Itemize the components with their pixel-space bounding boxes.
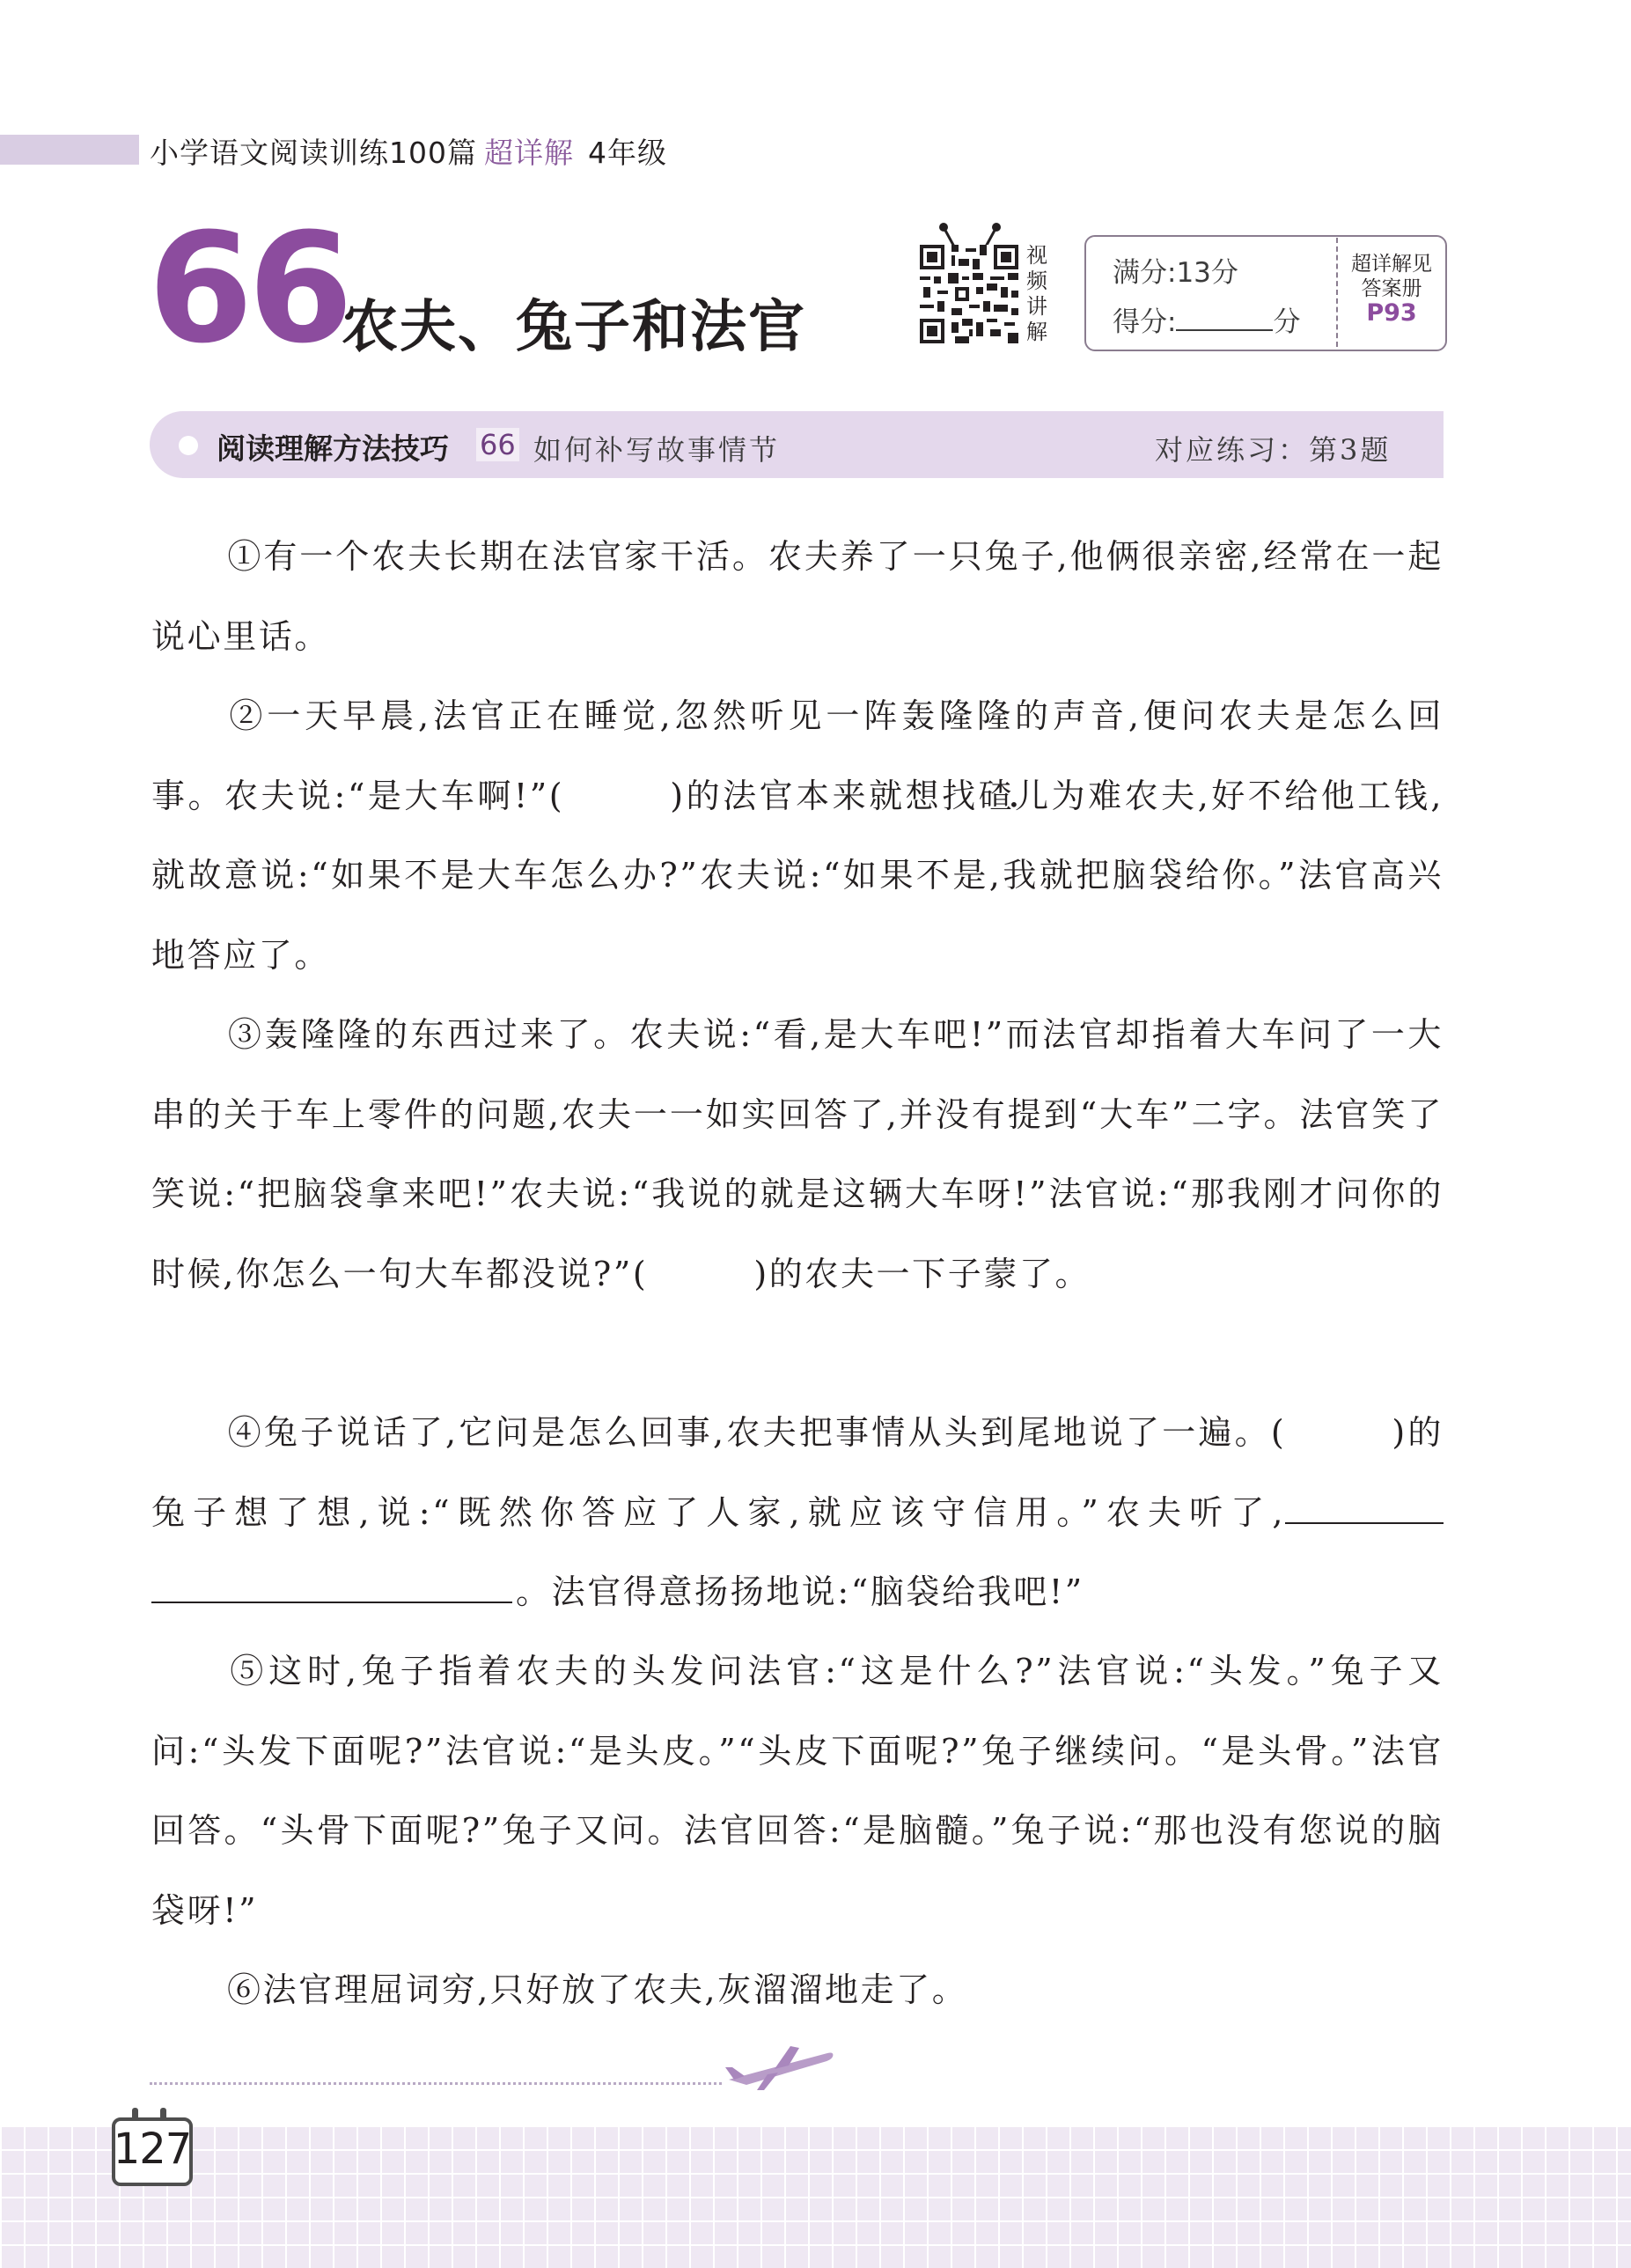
paragraph-text: ⑥法官理屈词穷,只好放了农夫,灰溜溜地走了。 [227, 1970, 968, 2009]
book-accent: 超详解 [484, 136, 574, 170]
footer-grid-band [0, 2125, 1631, 2268]
paragraph-text: 为难农夫,好不给他工钱,就故意说:“如果不是大车怎么办?”农夫说:“如果不是,我就把脑袋给你。”法官高兴地答应了。 [151, 776, 1444, 975]
tips-title: 阅读理解方法技巧 [217, 431, 449, 466]
answer-line-blank[interactable] [1285, 1496, 1444, 1524]
answer-ref-page: P93 [1366, 299, 1417, 327]
answer-line-blank-continued[interactable] [151, 1575, 512, 1603]
paragraph-text: ③轰隆隆的东西过来了。农夫说:“看,是大车吧!”而法官却指着大车问了一大串的关于车上零件的问题,农夫一一如实回答了,并没有提到“大车”二字。法官笑了笑说:“把脑袋拿来吧!”农夫说:“我说的就是这辆大车呀!”法官说:“那我刚才问你的时候,你怎么一句大车都没说?”( [151, 1015, 1444, 1293]
practice-reference: 对应练习：第3题 [1155, 433, 1392, 467]
tips-subtitle: 如何补写故事情节 [533, 433, 781, 467]
got-score-label: 得分: [1113, 306, 1177, 338]
passage-paragraph-1 [151, 517, 1444, 676]
passage-paragraph-6 [151, 1950, 1444, 2030]
qr-label-char: 视 [1026, 243, 1047, 268]
got-score-unit: 分 [1273, 306, 1301, 338]
book-header [150, 130, 667, 172]
qr-label-char: 频 [1026, 269, 1047, 293]
score-input-blank[interactable] [1176, 306, 1273, 331]
answer-ref-line2: 答案册 [1361, 277, 1422, 300]
passage-paragraph-5 [151, 1631, 1444, 1950]
paragraph-text: ②一天早晨,法官正在睡觉,忽然听见一阵轰隆隆的声音,便问农夫是怎么回事。农夫说:“是大车啊!”( [151, 696, 1444, 815]
got-score-row [1113, 299, 1300, 339]
qr-code-icon[interactable] [920, 245, 1018, 343]
qr-label [1024, 243, 1050, 345]
paragraph-text: ⑤这时,兔子指着农夫的头发问法官:“这是什么?”法官说:“头发。”兔子又问:“头发下面呢?”法官说:“是头皮。”“头皮下面呢?”兔子继续问。“是头骨。”法官回答。“头骨下面呢?”兔子又问。法官回答:“是脑髓。”兔子说:“那也没有您说的脑袋呀!” [151, 1652, 1444, 1930]
full-score: 满分:13分 [1113, 257, 1238, 289]
footer-dotted-line [150, 2082, 722, 2085]
lesson-number: 66 [148, 200, 349, 377]
book-series: 小学语文阅读训练100篇 [150, 136, 477, 170]
passage-paragraph-3 [151, 995, 1444, 1314]
passage-paragraph-2 [151, 676, 1444, 995]
paragraph-text: )的农夫一下子蒙了。 [753, 1254, 1091, 1293]
bullet-dot-icon [179, 436, 198, 455]
paragraph-text: ④兔子说话了,它问是怎么回事,农夫把事情从头到尾地说了一遍。( [227, 1413, 1287, 1452]
qr-label-char: 解 [1026, 320, 1047, 344]
emphasized-word [979, 777, 1052, 815]
paragraph-text: ①有一个农夫长期在法官家干活。农夫养了一只兔子,他俩很亲密,经常在一起说心里话。 [151, 537, 1444, 656]
passage-paragraph-4 [151, 1393, 1444, 1632]
airplane-icon [722, 2041, 836, 2094]
paragraph-text: 。法官得意扬扬地说:“脑袋给我吧!” [516, 1572, 1084, 1611]
paragraph-text: )的法官本来就想找 [670, 776, 979, 815]
answer-ref-line1: 超详解见 [1351, 253, 1432, 276]
page-number: 127 [113, 2124, 192, 2174]
book-grade: 4年级 [588, 136, 667, 170]
header-color-bar [0, 135, 139, 165]
answer-reference [1338, 252, 1445, 326]
lesson-title: 农夫、兔子和法官 [342, 295, 806, 360]
paragraph-text: )的兔子想了想,说:“既然你答应了人家,就应该守信用。”农夫听了, [151, 1413, 1444, 1532]
qr-label-char: 讲 [1026, 294, 1047, 319]
emphasized-word-text: 碴儿 • [979, 777, 1052, 815]
tips-number: 66 [476, 428, 519, 461]
